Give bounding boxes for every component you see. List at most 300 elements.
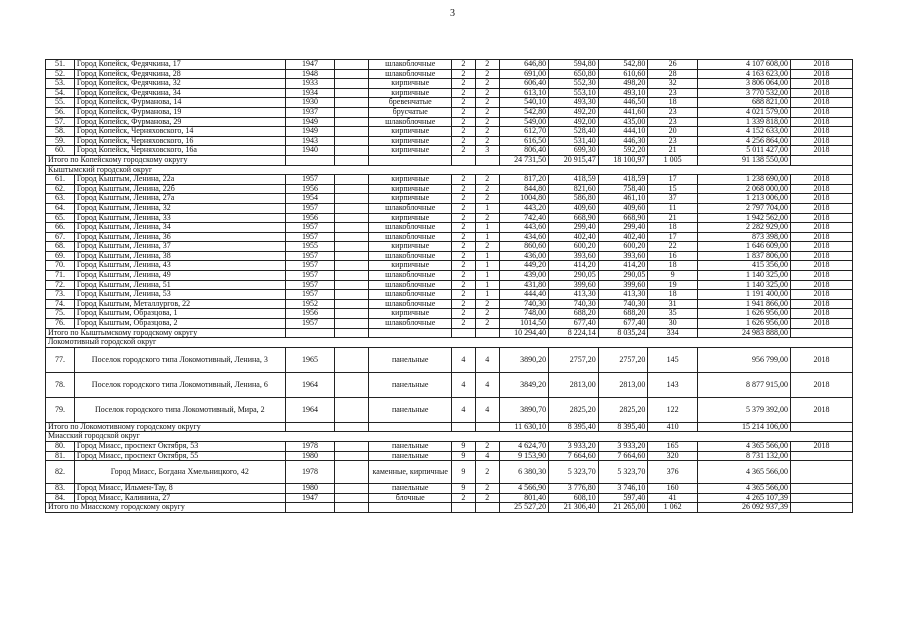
row-number-cell: 71. (46, 271, 75, 281)
row-number-cell: 68. (46, 242, 75, 252)
total-label: Итого по Копейскому городскому округу (46, 155, 286, 165)
floors-cell: 2 (452, 232, 476, 242)
wall-material-cell: кирпичные (369, 146, 452, 156)
row-number-cell: 53. (46, 79, 75, 89)
row-number-cell: 56. (46, 107, 75, 117)
wall-material-cell: шлакоблочные (369, 319, 452, 329)
build-year-cell: 1978 (285, 461, 335, 484)
floors-cell: 2 (452, 175, 476, 185)
residents-cell: 23 (648, 88, 698, 98)
residential-area-cell: 393,60 (598, 251, 648, 261)
total-value: 1 005 (648, 155, 698, 165)
wall-material-cell: панельные (369, 442, 452, 452)
row-number-cell: 83. (46, 484, 75, 494)
address-cell: Город Кыштым, Ленина, 43 (74, 261, 285, 271)
entrances-cell: 2 (475, 88, 499, 98)
floors-cell: 4 (452, 397, 476, 422)
build-year-cell: 1957 (285, 261, 335, 271)
cost-cell: 8 877 915,00 (697, 372, 790, 397)
total-area-cell: 740,30 (499, 299, 549, 309)
address-cell: Город Копейск, Федячкина, 32 (74, 79, 285, 89)
blank-col-cell (335, 451, 369, 461)
table-row (46, 261, 853, 271)
residents-cell: 160 (648, 484, 698, 494)
living-area-cell: 677,40 (549, 319, 599, 329)
table-row (46, 242, 853, 252)
row-number-cell: 58. (46, 127, 75, 137)
blank-col-cell (335, 397, 369, 422)
empty-cell (475, 503, 499, 513)
total-value: 8 224,14 (549, 328, 599, 338)
total-area-cell: 3890,20 (499, 347, 549, 372)
table-row (46, 290, 853, 300)
wall-material-cell: кирпичные (369, 213, 452, 223)
blank-col-cell (335, 461, 369, 484)
residential-area-cell: 290,05 (598, 271, 648, 281)
empty-cell (790, 155, 852, 165)
residential-area-cell: 435,00 (598, 117, 648, 127)
cost-cell: 873 398,00 (697, 232, 790, 242)
row-number-cell: 52. (46, 69, 75, 79)
year-cell: 2018 (790, 127, 852, 137)
living-area-cell: 688,20 (549, 309, 599, 319)
residents-cell: 18 (648, 223, 698, 233)
residents-cell: 28 (648, 69, 698, 79)
wall-material-cell: кирпичные (369, 88, 452, 98)
row-number-cell: 73. (46, 290, 75, 300)
build-year-cell: 1957 (285, 203, 335, 213)
empty-cell (475, 422, 499, 432)
total-area-cell: 434,60 (499, 232, 549, 242)
address-cell: Город Кыштым, Ленина, 36 (74, 232, 285, 242)
address-cell: Город Копейск, Фурманова, 29 (74, 117, 285, 127)
year-cell (790, 484, 852, 494)
total-area-cell: 4 624,70 (499, 442, 549, 452)
total-area-cell: 613,10 (499, 88, 549, 98)
table-row (46, 213, 853, 223)
floors-cell: 2 (452, 203, 476, 213)
year-cell: 2018 (790, 69, 852, 79)
total-value: 10 294,40 (499, 328, 549, 338)
total-label: Итого по Локомотивному городскому округу (46, 422, 286, 432)
build-year-cell: 1957 (285, 280, 335, 290)
residents-cell: 22 (648, 242, 698, 252)
table-row (46, 280, 853, 290)
table-row (46, 232, 853, 242)
residential-area-cell: 402,40 (598, 232, 648, 242)
row-number-cell: 55. (46, 98, 75, 108)
table-row (46, 461, 853, 484)
empty-cell (452, 422, 476, 432)
cost-cell: 688 821,00 (697, 98, 790, 108)
residential-area-cell: 493,10 (598, 88, 648, 98)
cost-cell: 1 140 325,00 (697, 280, 790, 290)
address-cell: Город Миасс, проспект Октября, 55 (74, 451, 285, 461)
residential-area-cell: 2825,20 (598, 397, 648, 422)
wall-material-cell: панельные (369, 372, 452, 397)
table-row (46, 347, 853, 372)
living-area-cell: 493,30 (549, 98, 599, 108)
wall-material-cell: кирпичные (369, 242, 452, 252)
table-row (46, 175, 853, 185)
living-area-cell: 409,60 (549, 203, 599, 213)
living-area-cell: 413,30 (549, 290, 599, 300)
address-cell: Город Кыштым, Ленина, 22а (74, 175, 285, 185)
living-area-cell: 2813,00 (549, 372, 599, 397)
entrances-cell: 2 (475, 175, 499, 185)
residents-cell: 17 (648, 175, 698, 185)
cost-cell: 4 256 864,00 (697, 136, 790, 146)
living-area-cell: 7 664,60 (549, 451, 599, 461)
floors-cell: 2 (452, 299, 476, 309)
year-cell: 2018 (790, 299, 852, 309)
blank-col-cell (335, 261, 369, 271)
floors-cell: 9 (452, 461, 476, 484)
residents-cell: 30 (648, 319, 698, 329)
table-body (46, 60, 853, 513)
floors-cell: 2 (452, 136, 476, 146)
address-cell: Город Кыштым, Ленина, 38 (74, 251, 285, 261)
total-value: 410 (648, 422, 698, 432)
living-area-cell: 552,30 (549, 79, 599, 89)
floors-cell: 2 (452, 184, 476, 194)
year-cell: 2018 (790, 261, 852, 271)
living-area-cell: 608,10 (549, 493, 599, 503)
year-cell (790, 451, 852, 461)
build-year-cell: 1943 (285, 136, 335, 146)
build-year-cell: 1934 (285, 88, 335, 98)
blank-col-cell (335, 251, 369, 261)
living-area-cell: 402,40 (549, 232, 599, 242)
living-area-cell: 594,80 (549, 60, 599, 70)
build-year-cell: 1949 (285, 117, 335, 127)
total-area-cell: 449,20 (499, 261, 549, 271)
empty-cell (335, 503, 369, 513)
floors-cell: 2 (452, 319, 476, 329)
cost-cell: 2 282 929,00 (697, 223, 790, 233)
entrances-cell: 2 (475, 184, 499, 194)
build-year-cell: 1954 (285, 194, 335, 204)
page-number: 3 (450, 8, 455, 19)
residential-area-cell: 3 933,20 (598, 442, 648, 452)
floors-cell: 2 (452, 290, 476, 300)
floors-cell: 2 (452, 309, 476, 319)
row-number-cell: 78. (46, 372, 75, 397)
cost-cell: 956 799,00 (697, 347, 790, 372)
total-value: 24 983 888,00 (697, 328, 790, 338)
total-value: 18 100,97 (598, 155, 648, 165)
address-cell: Город Кыштым, Металлургов, 22 (74, 299, 285, 309)
total-area-cell: 439,00 (499, 271, 549, 281)
row-number-cell: 72. (46, 280, 75, 290)
total-value: 21 306,40 (549, 503, 599, 513)
floors-cell: 2 (452, 280, 476, 290)
table-row (46, 493, 853, 503)
total-area-cell: 748,00 (499, 309, 549, 319)
residential-area-cell: 3 746,10 (598, 484, 648, 494)
residents-cell: 21 (648, 146, 698, 156)
living-area-cell: 740,30 (549, 299, 599, 309)
floors-cell: 4 (452, 347, 476, 372)
cost-cell: 4 265 107,39 (697, 493, 790, 503)
living-area-cell: 3 776,80 (549, 484, 599, 494)
cost-cell: 415 356,00 (697, 261, 790, 271)
floors-cell: 2 (452, 493, 476, 503)
entrances-cell: 4 (475, 451, 499, 461)
address-cell: Город Кыштым, Ленина, 27а (74, 194, 285, 204)
floors-cell: 2 (452, 88, 476, 98)
residents-cell: 143 (648, 372, 698, 397)
entrances-cell: 1 (475, 261, 499, 271)
living-area-cell: 492,00 (549, 117, 599, 127)
table-row (46, 184, 853, 194)
residential-area-cell: 5 323,70 (598, 461, 648, 484)
cost-cell: 4 365 566,00 (697, 461, 790, 484)
cost-cell: 8 731 132,00 (697, 451, 790, 461)
build-year-cell: 1955 (285, 242, 335, 252)
total-area-cell: 4 566,90 (499, 484, 549, 494)
entrances-cell: 3 (475, 146, 499, 156)
floors-cell: 2 (452, 127, 476, 137)
address-cell: Город Копейск, Фурманова, 14 (74, 98, 285, 108)
year-cell: 2018 (790, 203, 852, 213)
cost-cell: 2 797 704,00 (697, 203, 790, 213)
residential-area-cell: 444,10 (598, 127, 648, 137)
blank-col-cell (335, 232, 369, 242)
build-year-cell: 1940 (285, 146, 335, 156)
blank-col-cell (335, 88, 369, 98)
entrances-cell: 2 (475, 493, 499, 503)
residents-cell: 23 (648, 136, 698, 146)
residential-area-cell: 688,20 (598, 309, 648, 319)
empty-cell (285, 328, 335, 338)
total-value: 1 062 (648, 503, 698, 513)
residential-area-cell: 542,80 (598, 60, 648, 70)
residential-area-cell: 668,90 (598, 213, 648, 223)
total-value: 26 092 937,39 (697, 503, 790, 513)
build-year-cell: 1980 (285, 484, 335, 494)
living-area-cell: 299,40 (549, 223, 599, 233)
floors-cell: 9 (452, 484, 476, 494)
total-row (46, 155, 853, 165)
wall-material-cell: кирпичные (369, 175, 452, 185)
address-cell: Поселок городского типа Локомотивный, Ленина, 3 (74, 347, 285, 372)
total-row (46, 503, 853, 513)
wall-material-cell: панельные (369, 451, 452, 461)
address-cell: Город Копейск, Федячкина, 28 (74, 69, 285, 79)
residential-area-cell: 498,20 (598, 79, 648, 89)
year-cell: 2018 (790, 107, 852, 117)
total-area-cell: 1014,50 (499, 319, 549, 329)
row-number-cell: 76. (46, 319, 75, 329)
row-number-cell: 61. (46, 175, 75, 185)
wall-material-cell: шлакоблочные (369, 299, 452, 309)
row-number-cell: 81. (46, 451, 75, 461)
address-cell: Город Копейск, Фурманова, 19 (74, 107, 285, 117)
living-area-cell: 492,20 (549, 107, 599, 117)
entrances-cell: 1 (475, 280, 499, 290)
address-cell: Город Миасс, проспект Октября, 53 (74, 442, 285, 452)
table-row (46, 127, 853, 137)
year-cell: 2018 (790, 280, 852, 290)
floors-cell: 2 (452, 146, 476, 156)
living-area-cell: 699,30 (549, 146, 599, 156)
blank-col-cell (335, 117, 369, 127)
year-cell: 2018 (790, 271, 852, 281)
living-area-cell: 650,80 (549, 69, 599, 79)
entrances-cell: 2 (475, 299, 499, 309)
entrances-cell: 2 (475, 442, 499, 452)
floors-cell: 2 (452, 242, 476, 252)
living-area-cell: 414,20 (549, 261, 599, 271)
row-number-cell: 82. (46, 461, 75, 484)
residents-cell: 9 (648, 271, 698, 281)
year-cell: 2018 (790, 309, 852, 319)
build-year-cell: 1933 (285, 79, 335, 89)
year-cell: 2018 (790, 242, 852, 252)
empty-cell (335, 328, 369, 338)
year-cell: 2018 (790, 213, 852, 223)
cost-cell: 4 021 579,00 (697, 107, 790, 117)
address-cell: Город Кыштым, Образцова, 2 (74, 319, 285, 329)
blank-col-cell (335, 213, 369, 223)
wall-material-cell: шлакоблочные (369, 290, 452, 300)
blank-col-cell (335, 79, 369, 89)
total-value: 334 (648, 328, 698, 338)
total-area-cell: 616,50 (499, 136, 549, 146)
total-area-cell: 606,40 (499, 79, 549, 89)
floors-cell: 2 (452, 213, 476, 223)
blank-col-cell (335, 347, 369, 372)
row-number-cell: 66. (46, 223, 75, 233)
total-value: 91 138 550,00 (697, 155, 790, 165)
build-year-cell: 1978 (285, 442, 335, 452)
empty-cell (475, 328, 499, 338)
empty-cell (369, 422, 452, 432)
total-area-cell: 860,60 (499, 242, 549, 252)
year-cell: 2018 (790, 136, 852, 146)
build-year-cell: 1956 (285, 309, 335, 319)
table-row (46, 484, 853, 494)
empty-cell (452, 503, 476, 513)
total-label: Итого по Кыштымскому городскому округу (46, 328, 286, 338)
total-value: 15 214 106,00 (697, 422, 790, 432)
build-year-cell: 1947 (285, 60, 335, 70)
residents-cell: 16 (648, 251, 698, 261)
blank-col-cell (335, 107, 369, 117)
residents-cell: 20 (648, 127, 698, 137)
residents-cell: 17 (648, 232, 698, 242)
living-area-cell: 290,05 (549, 271, 599, 281)
address-cell: Город Кыштым, Ленина, 22б (74, 184, 285, 194)
table-row (46, 136, 853, 146)
empty-cell (475, 155, 499, 165)
living-area-cell: 2825,20 (549, 397, 599, 422)
row-number-cell: 59. (46, 136, 75, 146)
wall-material-cell: брусчатые (369, 107, 452, 117)
year-cell (790, 461, 852, 484)
address-cell: Город Копейск, Черняховского, 14 (74, 127, 285, 137)
address-cell: Город Кыштым, Ленина, 37 (74, 242, 285, 252)
blank-col-cell (335, 319, 369, 329)
wall-material-cell: шлакоблочные (369, 60, 452, 70)
table-row (46, 79, 853, 89)
floors-cell: 2 (452, 107, 476, 117)
empty-cell (790, 328, 852, 338)
address-cell: Город Кыштым, Ленина, 51 (74, 280, 285, 290)
year-cell: 2018 (790, 442, 852, 452)
blank-col-cell (335, 484, 369, 494)
entrances-cell: 4 (475, 347, 499, 372)
entrances-cell: 1 (475, 251, 499, 261)
blank-col-cell (335, 442, 369, 452)
cost-cell: 1 191 400,00 (697, 290, 790, 300)
cost-cell: 5 011 427,00 (697, 146, 790, 156)
total-area-cell: 549,00 (499, 117, 549, 127)
row-number-cell: 54. (46, 88, 75, 98)
blank-col-cell (335, 146, 369, 156)
build-year-cell: 1964 (285, 397, 335, 422)
total-area-cell: 542,80 (499, 107, 549, 117)
residential-area-cell: 441,60 (598, 107, 648, 117)
table-row (46, 451, 853, 461)
year-cell: 2018 (790, 79, 852, 89)
empty-cell (335, 422, 369, 432)
address-cell: Город Кыштым, Ленина, 53 (74, 290, 285, 300)
table-row (46, 397, 853, 422)
empty-cell (285, 422, 335, 432)
residents-cell: 11 (648, 203, 698, 213)
residents-cell: 320 (648, 451, 698, 461)
year-cell: 2018 (790, 347, 852, 372)
housing-table (45, 59, 853, 513)
blank-col-cell (335, 98, 369, 108)
address-cell: Город Кыштым, Ленина, 33 (74, 213, 285, 223)
blank-col-cell (335, 299, 369, 309)
wall-material-cell: кирпичные (369, 184, 452, 194)
total-area-cell: 9 153,90 (499, 451, 549, 461)
floors-cell: 2 (452, 79, 476, 89)
section-row (46, 432, 853, 442)
residential-area-cell: 413,30 (598, 290, 648, 300)
year-cell: 2018 (790, 397, 852, 422)
year-cell: 2018 (790, 251, 852, 261)
total-value: 21 265,00 (598, 503, 648, 513)
total-label: Итого по Миасскому городскому округу (46, 503, 286, 513)
residents-cell: 37 (648, 194, 698, 204)
total-area-cell: 646,80 (499, 60, 549, 70)
total-area-cell: 806,40 (499, 146, 549, 156)
residential-area-cell: 399,60 (598, 280, 648, 290)
residential-area-cell: 446,50 (598, 98, 648, 108)
residents-cell: 122 (648, 397, 698, 422)
wall-material-cell: кирпичные (369, 194, 452, 204)
build-year-cell: 1949 (285, 127, 335, 137)
total-area-cell: 3849,20 (499, 372, 549, 397)
address-cell: Город Кыштым, Образцова, 1 (74, 309, 285, 319)
entrances-cell: 2 (475, 98, 499, 108)
wall-material-cell: шлакоблочные (369, 280, 452, 290)
wall-material-cell: панельные (369, 484, 452, 494)
floors-cell: 2 (452, 223, 476, 233)
residential-area-cell: 597,40 (598, 493, 648, 503)
total-area-cell: 436,00 (499, 251, 549, 261)
wall-material-cell: кирпичные (369, 261, 452, 271)
blank-col-cell (335, 309, 369, 319)
residents-cell: 376 (648, 461, 698, 484)
year-cell: 2018 (790, 319, 852, 329)
residential-area-cell: 600,20 (598, 242, 648, 252)
